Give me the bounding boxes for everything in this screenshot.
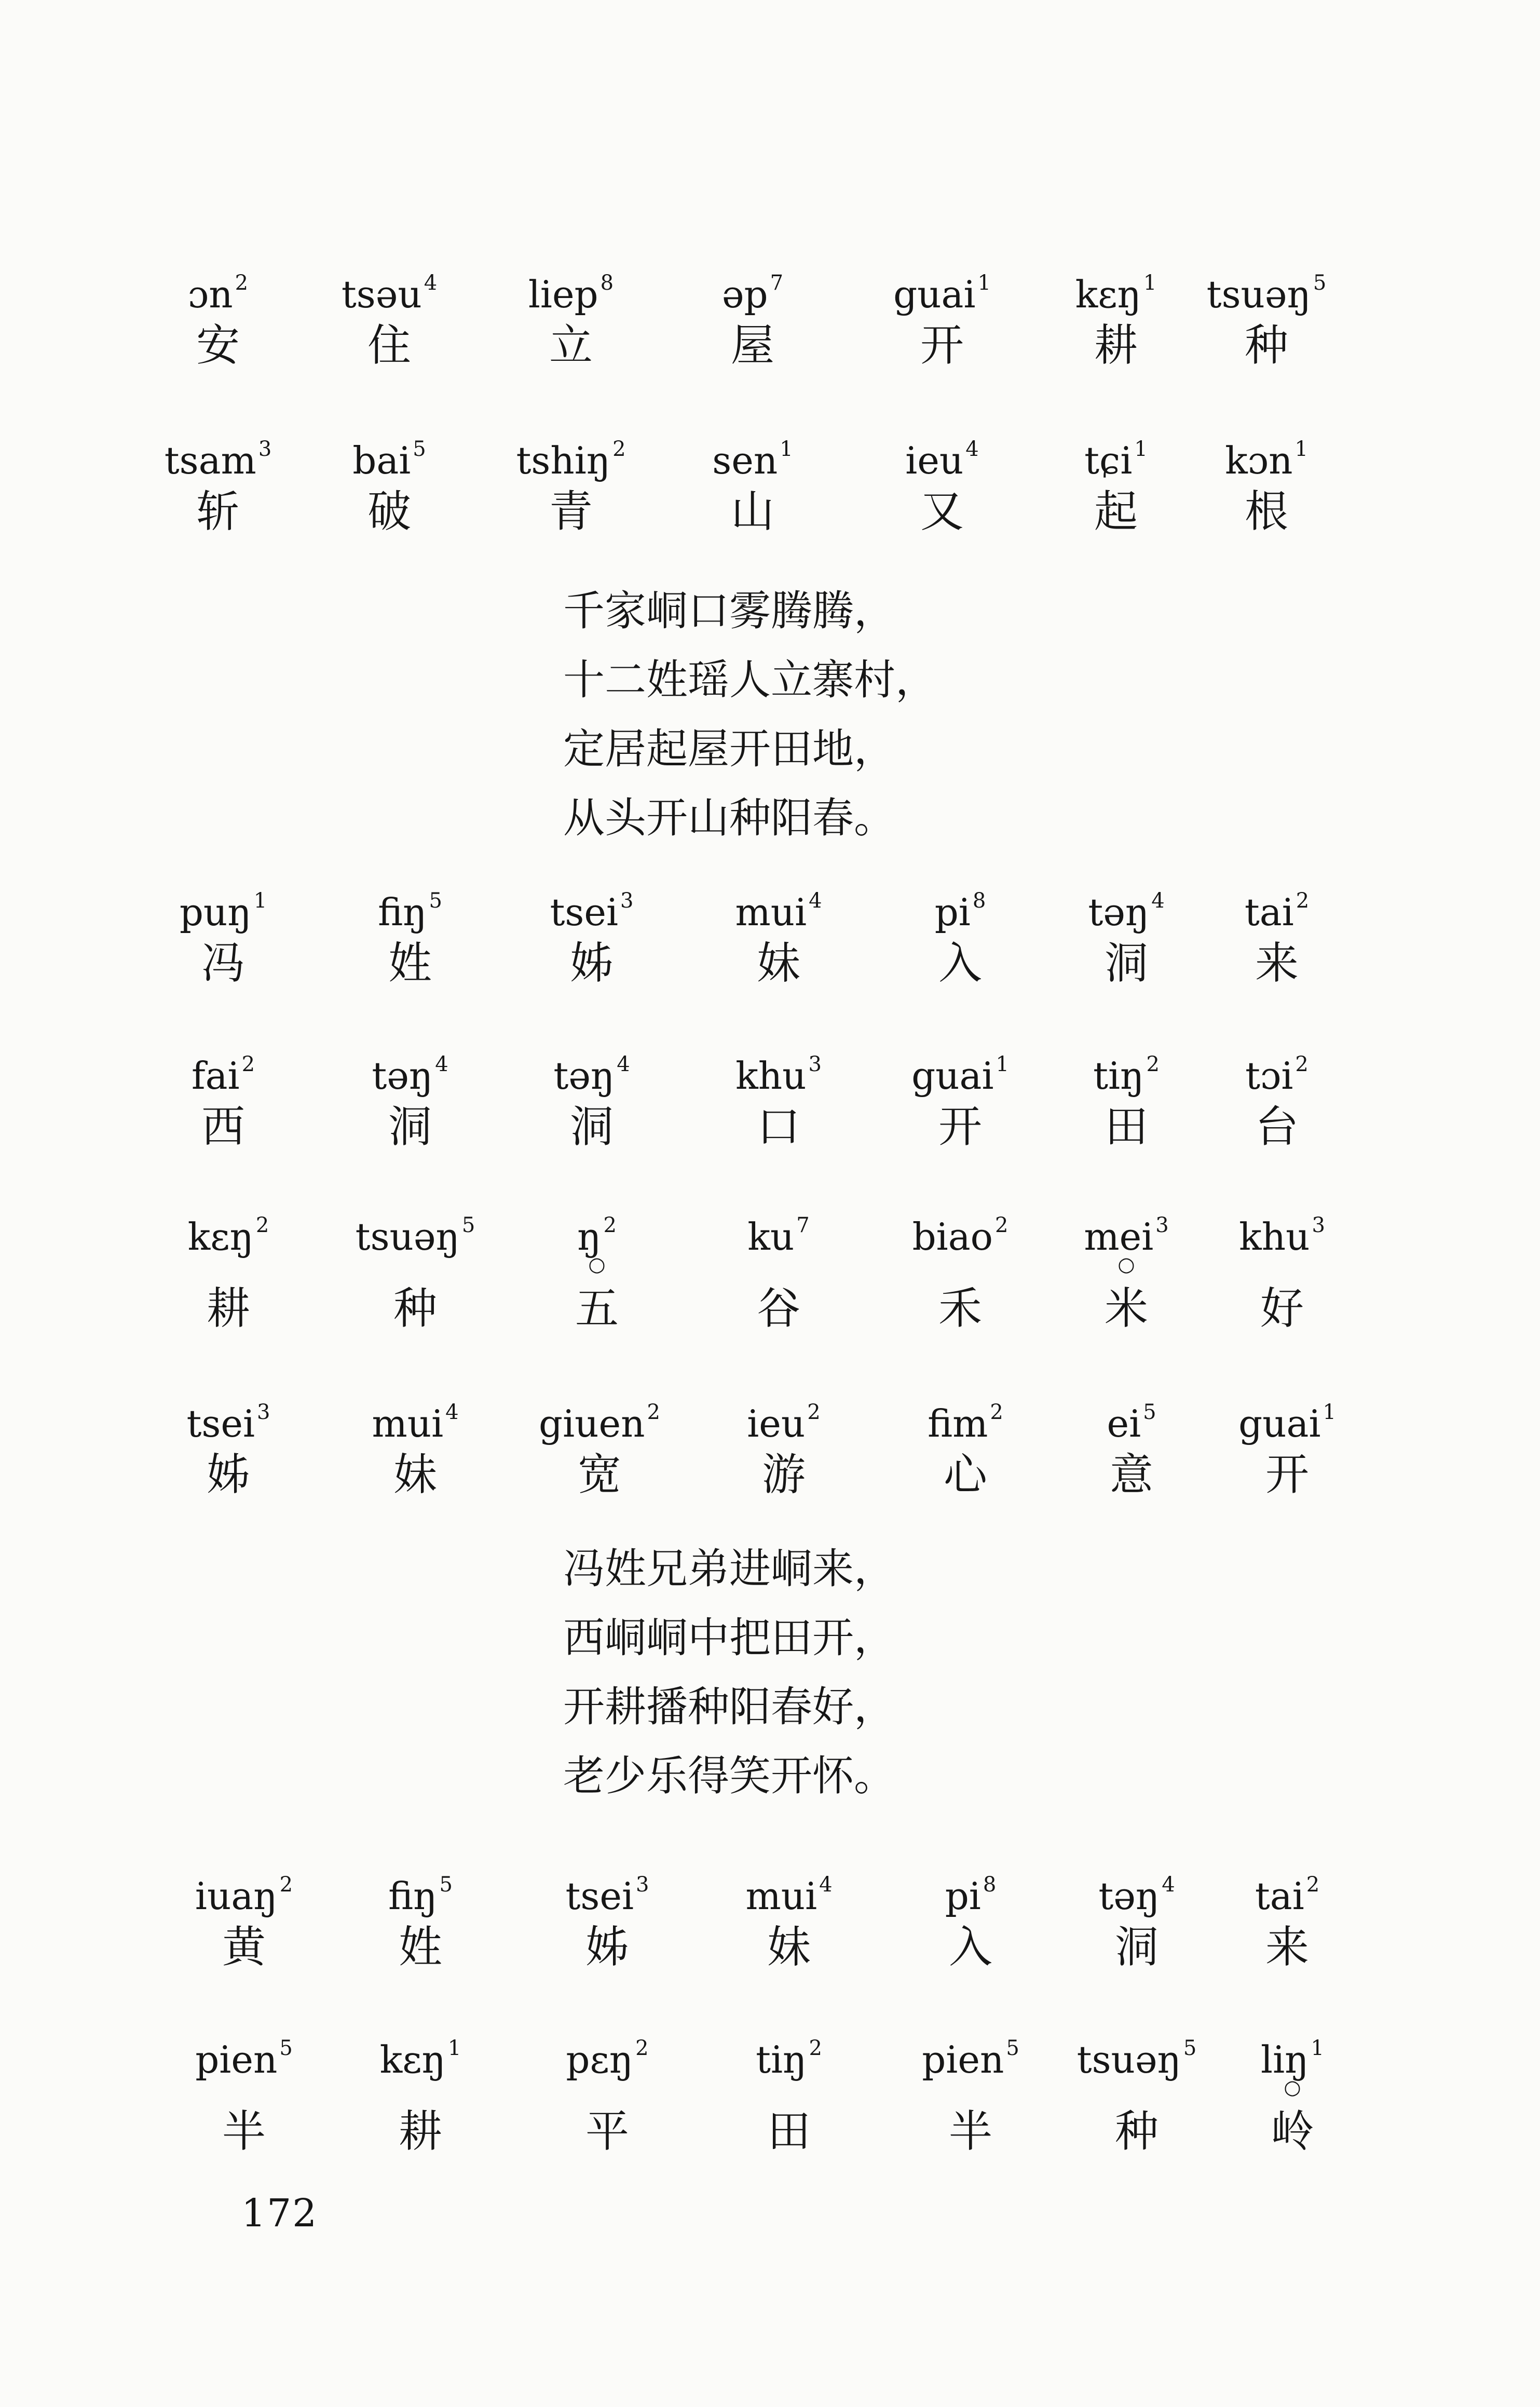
gloss-cell [1054,2020,1220,2165]
character: 根 [1244,486,1288,537]
gloss-cell [1033,421,1199,545]
gloss-cell [696,1197,862,1342]
gloss-cell [337,2020,503,2165]
character: 禾 [938,1283,982,1334]
romanization: mui $^4$ [735,889,822,934]
gloss-cell [1043,1036,1209,1160]
romanization: pɛŋ $^2$ [566,2036,649,2081]
character: 来 [1265,1922,1309,1972]
romanization: guai $^1$ [911,1052,1009,1098]
romanization: mui $^4$ [745,1873,833,1918]
character: 青 [549,486,593,537]
character: 种 [1244,320,1288,371]
gloss-row [164,421,1365,576]
character: 开 [1265,1449,1309,1500]
gloss-cell [1194,872,1360,997]
character: 宽 [577,1449,621,1500]
verse-line: 从头开山种阳春。 [563,794,895,842]
character: 台 [1255,1101,1299,1152]
character: 西 [201,1101,245,1152]
character: 口 [756,1101,800,1152]
tone-number: 5 [461,1213,475,1237]
character: 妹 [756,938,800,989]
character: 米 [1104,1283,1148,1334]
romanization: bai $^5$ [352,437,426,482]
tone-number: 2 [635,2036,649,2060]
gloss-row [171,1384,1365,1539]
gloss-cell [327,1036,493,1160]
gloss-cell [514,1197,680,1342]
character: 又 [920,486,964,537]
gloss-cell [1033,254,1199,379]
gloss-cell [488,421,654,545]
gloss-cell [877,872,1043,997]
romanization: fim $^2$ [928,1400,1003,1445]
character: 住 [367,320,411,371]
gloss-cell [706,1856,872,1981]
gloss-cell [888,1856,1054,1981]
gloss-cell [516,1384,683,1508]
gloss-cell [696,1036,862,1160]
tone-number: 1 [996,1052,1009,1076]
tone-number: 4 [965,437,979,461]
character: 来 [1255,938,1299,989]
romanization: biao $^2$ [912,1213,1009,1259]
romanization: pi $^8$ [945,1873,997,1918]
romanization: ei $^5$ [1107,1400,1156,1445]
tone-number: 7 [770,271,784,295]
character: 平 [585,2106,629,2157]
tone-number: 5 [1313,271,1327,295]
character: 田 [1104,1101,1148,1152]
tone-number: 1 [1134,437,1148,461]
gloss-cell [332,1197,498,1342]
tone-number: 3 [620,889,634,913]
tone-number: 3 [1155,1213,1169,1237]
character: 心 [943,1449,987,1500]
gloss-cell [161,1856,327,1981]
tone-number: 3 [1312,1213,1325,1237]
character: 入 [948,1922,992,1972]
gloss-cell [877,1197,1043,1342]
character: 姊 [206,1449,250,1500]
romanization: liŋ $^1$ [1261,2036,1324,2081]
tone-number: 8 [600,271,614,295]
tone-number: 4 [809,889,822,913]
tone-number: 7 [796,1213,810,1237]
character: 立 [549,320,593,371]
gloss-cell [877,1036,1043,1160]
gloss-cell [1054,1856,1220,1981]
romanization: fai $^2$ [191,1052,255,1098]
romanization: tiŋ $^2$ [756,2036,822,2081]
character: 开 [938,1101,982,1152]
gloss-cell [859,254,1025,379]
character: 起 [1094,486,1138,537]
character: 游 [761,1449,806,1500]
character: 妹 [767,1922,811,1972]
character: 洞 [569,1101,614,1152]
tone-number: 2 [603,1213,617,1237]
gloss-cell [1048,1384,1215,1508]
romanization: khu $^3$ [735,1052,822,1098]
character: 半 [948,2106,992,2157]
gloss-row [171,1856,1365,2012]
character: 田 [767,2106,811,2157]
character: 洞 [1104,938,1148,989]
tone-number: 5 [279,2036,293,2060]
gloss-cell [140,872,306,997]
gloss-cell [327,872,493,997]
romanization: tsuəŋ $^5$ [1206,271,1327,316]
verse-line: 西峒峒中把田开， [563,1614,895,1662]
tone-number: 2 [990,1400,1003,1424]
tone-number: 8 [972,889,986,913]
romanization: kɛŋ $^1$ [379,2036,461,2081]
romanization: fiŋ $^5$ [388,1873,453,1918]
character: 五 [575,1283,619,1334]
romanization: guai $^1$ [893,271,991,316]
gloss-cell [135,421,301,545]
romanization: fiŋ $^5$ [378,889,442,934]
romanization: ieu $^4$ [905,437,979,482]
gloss-cell [306,421,472,545]
character: 黄 [222,1922,266,1972]
tone-number: 1 [780,437,793,461]
gloss-cell [509,1036,675,1160]
verse-line: 冯姓兄弟进峒来， [563,1545,895,1593]
character: 洞 [388,1101,432,1152]
tone-number: 2 [1306,1873,1320,1897]
tone-number: 5 [429,889,442,913]
tone-number: 2 [647,1400,660,1424]
character: 岭 [1270,2106,1314,2157]
tone-number: 5 [1183,2036,1197,2060]
tone-number: 3 [258,437,272,461]
romanization: liep $^8$ [528,271,614,316]
tone-number: 2 [241,1052,255,1076]
romanization: tsei $^3$ [186,1400,270,1445]
romanization: tsam $^3$ [164,437,272,482]
tone-number: 1 [1311,2036,1324,2060]
character: 耕 [206,1283,250,1334]
verse-line: 十二姓瑶人立寨村， [563,656,937,704]
gloss-row [171,872,1365,1028]
tone-number: 1 [977,271,991,295]
character: 种 [1114,2106,1159,2157]
character: 屋 [730,320,774,371]
tone-number: 1 [1294,437,1308,461]
verse-line: 老少乐得笑开怀。 [563,1752,895,1800]
gloss-row [171,1036,1365,1192]
character: 姊 [585,1922,629,1972]
tone-number: 5 [439,1873,453,1897]
tone-number: 5 [1006,2036,1019,2060]
romanization: tsuəŋ $^5$ [355,1213,475,1259]
romanization: ɔn $^2$ [187,271,249,316]
character: 种 [393,1283,437,1334]
romanization: pien $^5$ [195,2036,293,2081]
tone-number: 3 [636,1873,649,1897]
gloss-cell [161,2020,327,2165]
gloss-cell [509,872,675,997]
character: 入 [938,938,982,989]
romanization: giuen $^2$ [539,1400,660,1445]
gloss-cell [488,254,654,379]
romanization: tai $^2$ [1255,1873,1320,1918]
character: 安 [196,320,240,371]
tone-number: 5 [413,437,426,461]
gloss-row [171,2020,1365,2175]
character: 姊 [569,938,614,989]
romanization: ieu $^2$ [747,1400,821,1445]
romanization: khu $^3$ [1239,1213,1325,1259]
gloss-cell [1209,2020,1375,2165]
gloss-cell [524,1856,690,1981]
tone-number: 2 [1296,889,1310,913]
gloss-cell [332,1384,498,1508]
gloss-cell [1183,254,1350,379]
gloss-cell [1183,421,1350,545]
tone-number: 2 [807,1400,821,1424]
romanization: iuaŋ $^2$ [195,1873,293,1918]
tone-number: 2 [235,271,249,295]
tone-number: 2 [279,1873,293,1897]
romanization: tai $^2$ [1244,889,1310,934]
gloss-cell [145,1197,311,1342]
verse-line: 定居起屋开田地， [563,725,895,773]
gloss-cell [306,254,472,379]
character: 冯 [201,938,245,989]
romanization: tsei $^3$ [550,889,634,934]
romanization: tshiŋ $^2$ [516,437,626,482]
romanization: tɔi $^2$ [1245,1052,1309,1098]
tone-number: 2 [1295,1052,1309,1076]
romanization: təŋ $^4$ [1088,889,1165,934]
character: 耕 [1094,320,1138,371]
tone-number: 1 [1323,1400,1336,1424]
romanization: pien $^5$ [922,2036,1019,2081]
romanization: guai $^1$ [1238,1400,1336,1445]
tone-number: 4 [819,1873,833,1897]
verse-line: 开耕播种阳春好， [563,1683,895,1731]
romanization: ku $^7$ [747,1213,810,1259]
gloss-cell [1204,1856,1370,1981]
character: 妹 [393,1449,437,1500]
romanization: ŋ $^2$ [577,1213,617,1259]
gloss-cell [140,1036,306,1160]
tone-number: 3 [257,1400,270,1424]
character: 姓 [398,1922,442,1972]
gloss-cell [706,2020,872,2165]
character: 斩 [196,486,240,537]
tone-number: 5 [1143,1400,1156,1424]
tone-number: 4 [435,1052,448,1076]
verse-stanza [563,576,1186,853]
romanization: kɛŋ $^2$ [187,1213,269,1259]
gloss-cell [696,872,862,997]
character: 耕 [398,2106,442,2157]
character: 山 [730,486,774,537]
verse-line: 千家峒口雾腾腾， [563,587,895,635]
gloss-cell [701,1384,867,1508]
tone-number: 3 [808,1052,822,1076]
gloss-cell [337,1856,503,1981]
gloss-cell [670,254,836,379]
tone-number: 8 [983,1873,997,1897]
gloss-cell [1204,1384,1370,1508]
tone-number: 4 [1151,889,1165,913]
tone-number: 2 [994,1213,1009,1237]
syllabic-mark-icon: ○ [588,1253,606,1276]
gloss-cell [888,2020,1054,2165]
character: 好 [1260,1283,1304,1334]
gloss-cell [135,254,301,379]
romanization: pi $^8$ [934,889,986,934]
romanization: təŋ $^4$ [553,1052,630,1098]
romanization: tiŋ $^2$ [1093,1052,1160,1098]
character: 破 [367,486,411,537]
tone-number: 4 [1162,1873,1175,1897]
gloss-cell [882,1384,1048,1508]
gloss-cell [1194,1036,1360,1160]
character: 洞 [1114,1922,1159,1972]
romanization: tsəu $^4$ [341,271,438,316]
gloss-cell [524,2020,690,2165]
romanization: təŋ $^4$ [1098,1873,1175,1918]
syllabic-mark-icon: ○ [1284,2076,1301,2099]
romanization: əp $^7$ [721,271,784,316]
tone-number: 4 [424,271,438,295]
romanization: sen $^1$ [712,437,793,482]
romanization: kɛŋ $^1$ [1075,271,1157,316]
tone-number: 1 [1143,271,1157,295]
gloss-cell [1043,1197,1209,1342]
syllabic-mark-icon: ○ [1117,1253,1135,1276]
tone-number: 1 [447,2036,461,2060]
tone-number: 2 [809,2036,822,2060]
tone-number: 2 [612,437,626,461]
character: 开 [920,320,964,371]
character: 意 [1109,1449,1153,1500]
romanization: tɕi $^1$ [1084,437,1148,482]
tone-number: 4 [617,1052,630,1076]
tone-number: 4 [445,1400,459,1424]
page-number: 172 [241,2191,318,2236]
romanization: puŋ $^1$ [179,889,267,934]
tone-number: 1 [253,889,267,913]
romanization: tsuəŋ $^5$ [1076,2036,1197,2081]
character: 半 [222,2106,266,2157]
gloss-cell [1199,1197,1365,1342]
romanization: mui $^4$ [372,1400,459,1445]
gloss-cell [859,421,1025,545]
character: 姓 [388,938,432,989]
romanization: kɔn $^1$ [1225,437,1308,482]
tone-number: 2 [255,1213,269,1237]
gloss-cell [145,1384,311,1508]
verse-stanza [563,1534,1186,1810]
romanization: mei $^3$ [1084,1213,1169,1259]
romanization: təŋ $^4$ [372,1052,448,1098]
tone-number: 2 [1146,1052,1160,1076]
gloss-cell [670,421,836,545]
gloss-row [171,254,1365,410]
character: 谷 [756,1283,800,1334]
gloss-row [171,1197,1365,1353]
gloss-cell [1043,872,1209,997]
romanization: tsei $^3$ [565,1873,649,1918]
